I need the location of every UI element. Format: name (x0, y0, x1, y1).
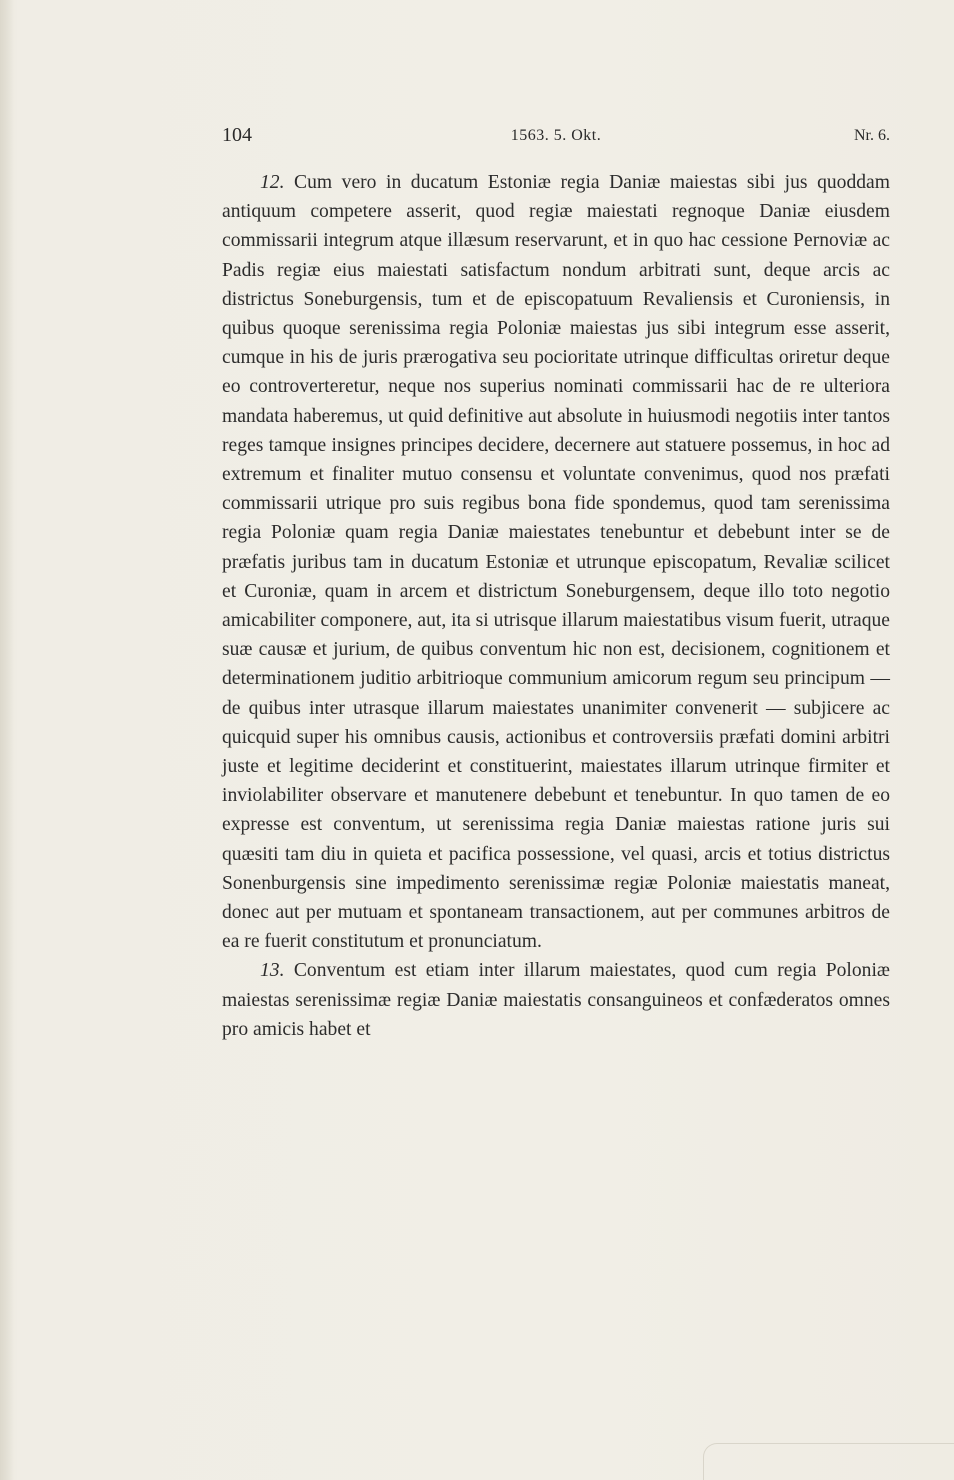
header-date: 1563. 5. Okt. (510, 127, 602, 144)
paragraph-text: Conventum est etiam inter illarum maiestates, quod cum regia Poloniæ maiestas serenissimæ regiæ Daniæ maiestatis consanguineos et confæderatos omnes pro amicis habet et (222, 960, 890, 1040)
paragraph-13 (222, 956, 890, 1044)
paragraph-text: Cum vero in ducatum Estoniæ regia Daniæ maiestas sibi jus quoddam antiquum competere asserit, quod regiæ maiestati regnoque Daniæ eiusdem commissarii integrum atque illæsum reservarunt, et in quo hac cessione Pernoviæ ac Padis regiæ eius maiestati satisfactum nondum arbitrati sunt, deque arcis ac districtus Soneburgensis, tum et de episcopatuum Revaliensis et Curoniensis, in quibus quoque serenissima regia Poloniæ maiestas jus sibi integrum esse asserit, cumque in his de juris prærogativa seu pocioritate utrinque difficultas oriretur deque eo controverteretur, neque nos superius nominati commissarii hac de re ulteriora mandata haberemus, ut quid definitive aut absolute in huiusmodi negotiis inter tantos reges tamque insignes principes decidere, decernere aut statuere possemus, in hoc ad extremum et finaliter mutuo consensu et voluntate convenimus, quod nos præfati commissarii utrique pro suis regibus bona fide spondemus, quod tam serenissima regia Poloniæ quam regia Daniæ maiestates tenebuntur et debebunt inter se de præfatis juribus tam in ducatum Estoniæ et utrunque episcopatum, Revaliæ scilicet et Curoniæ, quam in arcem et districtum Soneburgensem, deque illo toto negotio amicabiliter componere, aut, ita si utrisque illarum maiestatibus visum fuerit, utraque suæ causæ et jurium, de quibus conventum hic non est, decisionem, cognitionem et determinationem juditio arbitrioque communium amicorum regum seu principum — de quibus inter utrasque illarum maiestates unanimiter convenerit — subjicere ac quicquid super his omnibus causis, actionibus et controversiis præfati domini arbitri juste et legitime deciderint et constituerint, maiestates illarum utrinque firmiter et inviolabiliter observare et manutenere debebunt et tenebuntur. In quo tamen de eo expresse est conventum, ut serenissima regia Daniæ maiestas ratione juris sui quæsiti tam diu in quieta et pacifica possessione, vel quasi, arcis et totius districtus Sonenburgensis sine impedimento serenissimæ regiæ Poloniæ maiestatis maneat, donec aut per mutuam et spontaneam transactionem, aut per communes arbitros de ea re fuerit constitutum et pronunciatum. (222, 172, 890, 953)
section-number: 12. (260, 172, 285, 193)
section-number: 13. (260, 960, 285, 982)
page-gutter-shadow (0, 0, 14, 1480)
page-corner-mark (703, 1443, 954, 1480)
paragraph-12 (222, 168, 890, 956)
document-number: Nr. 6. (854, 127, 890, 144)
page-number: 104 (222, 124, 252, 146)
body-text (222, 168, 890, 1044)
running-header (222, 124, 890, 154)
